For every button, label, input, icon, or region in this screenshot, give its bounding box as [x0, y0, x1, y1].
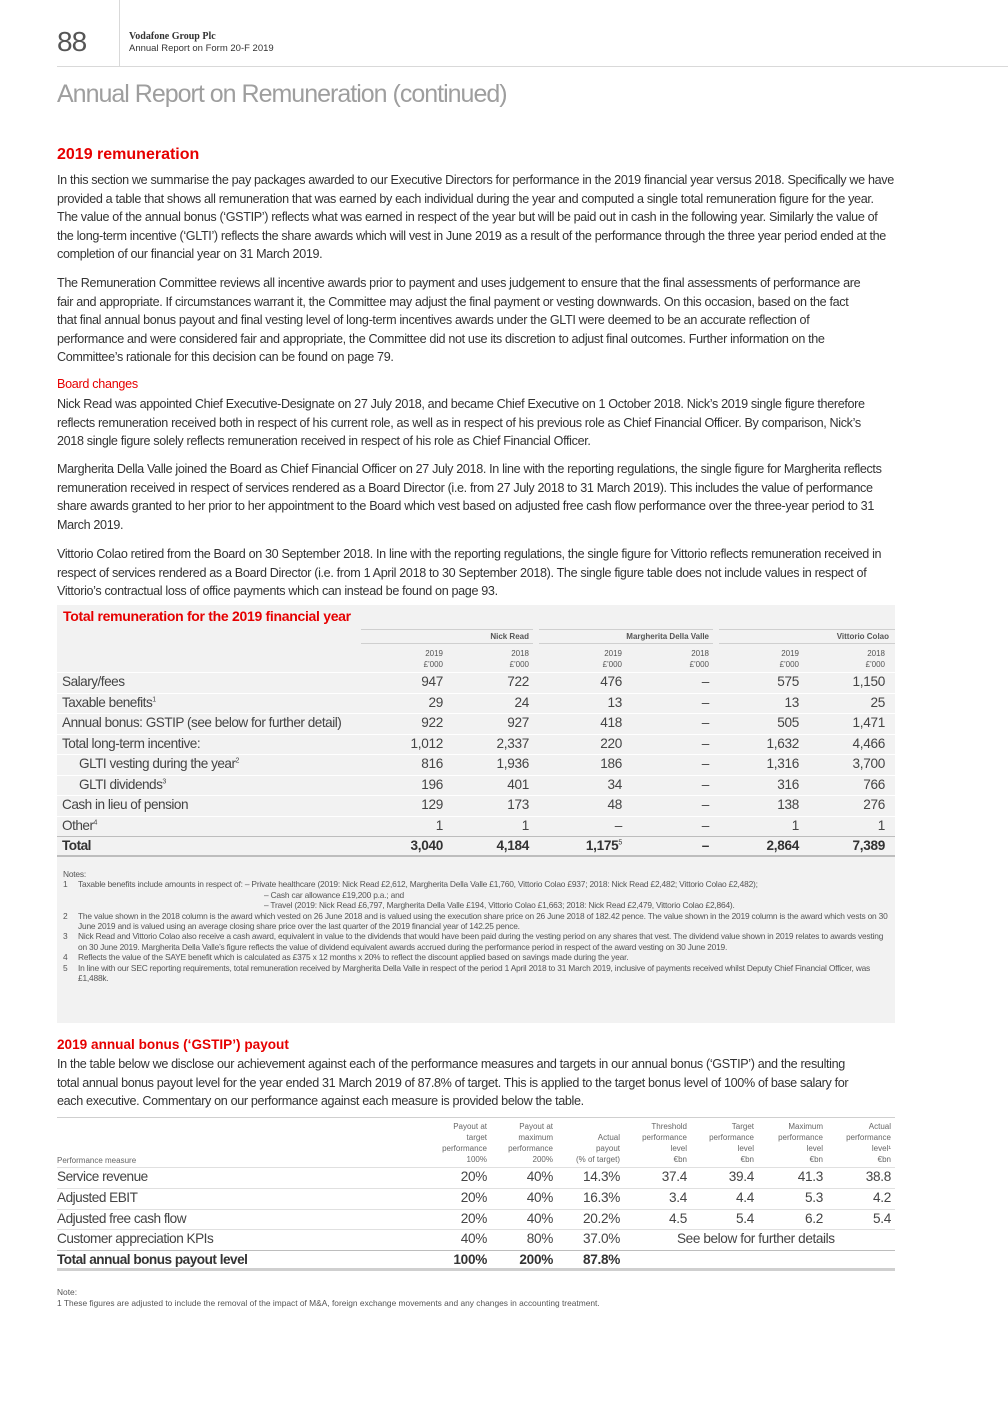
cell: 2,337: [496, 735, 529, 751]
note-item: [63, 931, 893, 952]
col-header: [562, 648, 622, 670]
note-number: 2: [63, 910, 68, 921]
header-line: payout: [595, 1144, 620, 1153]
cell: –: [701, 838, 709, 853]
header-line: €bn: [740, 1155, 754, 1164]
cell: 4.5: [669, 1210, 687, 1226]
header-line: Actual: [597, 1133, 620, 1142]
header-line: performance: [846, 1133, 891, 1142]
header-line: target: [466, 1133, 487, 1142]
header-line: performance: [508, 1144, 553, 1153]
header-line: (% of target): [575, 1155, 620, 1164]
cell: 1: [435, 817, 443, 833]
cell: 316: [777, 776, 799, 792]
cell: –: [701, 674, 709, 689]
footnote-ref: 2: [235, 757, 239, 765]
header-line: Maximum: [788, 1122, 823, 1131]
vittorio-paragraph: Vittorio Colao retired from the Board on 30 September 2018. In line with the reporting regulations, the single figure for Vittorio reflects remuneration received in respect of services rendered as a Board Director (i.e. from 1 April 2018 to 30 September 2018). The single figure table does not include values in respect of Vittorio’s contractual loss of office payments which can instead be found on page 93.: [57, 547, 882, 599]
cell: –: [701, 694, 709, 710]
table-row: [57, 1209, 895, 1230]
cell: 29: [428, 694, 443, 710]
header-line: level: [670, 1144, 687, 1153]
cell: 173: [507, 797, 529, 812]
table-notes: [63, 869, 893, 983]
header-line: Threshold: [651, 1122, 687, 1131]
header-line: Payout at: [519, 1122, 553, 1131]
header-line: maximum: [518, 1133, 553, 1142]
col-unit: £'000: [865, 660, 885, 669]
cell: 138: [777, 797, 799, 812]
header-line: performance: [778, 1133, 823, 1142]
note-item: [63, 900, 893, 910]
row-label-text: Taxable benefits: [62, 694, 153, 710]
cell: 40%: [526, 1189, 553, 1205]
col-header-threshold: [617, 1121, 687, 1165]
cell: 947: [421, 674, 443, 689]
header-line: Target: [731, 1122, 754, 1131]
group-line: [719, 643, 895, 644]
note-item: [63, 952, 893, 962]
cell: 40%: [526, 1169, 553, 1184]
cell: 20%: [460, 1169, 487, 1184]
row-label: Annual bonus: GSTIP (see below for further detail): [62, 715, 342, 730]
cell: 4,184: [496, 838, 529, 853]
group-margherita: Margherita Della Valle: [626, 632, 709, 641]
col-header-actual: [821, 1121, 891, 1165]
footnote-ref: 3: [162, 777, 166, 785]
note-item: [63, 879, 893, 889]
header-line: level¹: [871, 1144, 891, 1153]
cell: 20%: [460, 1189, 487, 1205]
table-row: [57, 672, 895, 693]
col-header: [383, 648, 443, 670]
cell: 816: [421, 756, 443, 771]
page-number: 88: [57, 26, 87, 57]
cell: 722: [507, 674, 529, 689]
cell-value: 1,175: [585, 838, 619, 853]
board-changes-heading: Board changes: [57, 377, 138, 391]
header-line: performance: [442, 1144, 487, 1153]
cell: 1,150: [852, 674, 885, 689]
cell: 1: [791, 817, 799, 833]
group-nick-read: Nick Read: [490, 632, 529, 641]
col-year: 2019: [425, 649, 443, 658]
col-header-measure: Performance measure: [57, 1156, 137, 1165]
table-row: [57, 816, 895, 837]
row-label: Customer appreciation KPIs: [57, 1231, 214, 1247]
cell: 20%: [460, 1210, 487, 1226]
header-line: €bn: [809, 1155, 823, 1164]
cell: 5.4: [736, 1210, 754, 1226]
note-item: [63, 963, 893, 984]
col-year: 2018: [691, 649, 709, 658]
table-row: [57, 795, 895, 816]
cell: 34: [607, 776, 622, 792]
row-label: Total: [62, 838, 91, 853]
cell: 200%: [519, 1252, 553, 1268]
note-text: Reflects the value of the SAYE benefit which is calculated as £375 x 12 months x 20% to reflect the discount applied based on savings made during the year.: [78, 952, 629, 963]
cell: 129: [421, 797, 443, 812]
cell: 220: [600, 735, 622, 751]
note-text: Nick Read and Vittorio Colao also receive a cash award, equivalent in value to the dividends that would have been paid during the vesting period on any shares that vest. The dividend value shown in 2019 relates to awards vesting on 30 June 2019. Margherita Della Valle’s figure reflects the value of dividend equivalent awards accrued during the performance period in respect of the award vesting on 30 June 2019.: [78, 931, 884, 952]
group-vittorio: Vittorio Colao: [836, 632, 889, 641]
section-heading-bonus: 2019 annual bonus (‘GSTIP’) payout: [57, 1037, 289, 1052]
col-header: [469, 648, 529, 670]
group-line: [539, 643, 713, 644]
cell: –: [701, 756, 709, 771]
row-label: Salary/fees: [62, 674, 125, 689]
row-label: [79, 777, 166, 792]
cell: 476: [600, 674, 622, 689]
cell: –: [701, 776, 709, 792]
group-line: [539, 629, 713, 630]
cell: 16.3%: [582, 1189, 620, 1205]
cell: 48: [607, 797, 622, 812]
col-year: 2019: [604, 649, 622, 658]
header-line: 200%: [532, 1155, 553, 1164]
cell: 401: [507, 776, 529, 792]
table-row: [57, 775, 895, 796]
row-label: Total long-term incentive:: [62, 735, 201, 751]
page-header: [57, 0, 1008, 67]
col-unit: £'000: [423, 660, 443, 669]
row-label: Total annual bonus payout level: [57, 1252, 248, 1268]
row-label: [62, 695, 156, 710]
col-header-maximum: [753, 1121, 823, 1165]
cell: 766: [863, 776, 885, 792]
col-unit: £'000: [602, 660, 622, 669]
col-year: 2019: [781, 649, 799, 658]
header-text: [129, 31, 274, 55]
cell: 3,040: [410, 838, 443, 853]
note-number: 1: [63, 879, 68, 890]
bonus-table-note: [57, 1287, 600, 1309]
margherita-paragraph: Margherita Della Valle joined the Board as Chief Financial Officer on 27 July 2018. In line with the reporting regulations, the single figure for Margherita reflects remuneration received in respect of services rendered as a Board Director (i.e. from 27 July 2018 to 31 March 2019). This includes the value of performance share awards granted to her prior to her appointment to the Board which vest based on adjusted free cash flow performance over the three-year period to 31 March 2019.: [57, 462, 882, 532]
note-text: – Cash car allowance £19,200 p.a.; and: [264, 889, 404, 900]
cell: 13: [784, 694, 799, 710]
table-total-row: [57, 1250, 895, 1271]
row-label: [62, 818, 97, 833]
cell: 39.4: [728, 1169, 754, 1184]
cell: 100%: [453, 1252, 487, 1268]
note-item: [63, 890, 893, 900]
bonus-paragraph: In the table below we disclose our achievement against each of the performance measures and targets in our annual bonus (‘GSTIP’) and the resulting total annual bonus payout level for the year ended 31 March 2019 of 87.8% of target. This is applied to the target bonus level of 100% of base salary for each executive. Commentary on our performance against each measure is provided below the table.: [57, 1057, 849, 1109]
section-heading-2019-remuneration: 2019 remuneration: [57, 146, 200, 163]
report-name: Annual Report on Form 20-F 2019: [129, 43, 274, 54]
cell: 196: [421, 776, 443, 792]
note-number: 4: [63, 952, 68, 963]
cell: 922: [421, 715, 443, 730]
cell: 37.0%: [582, 1231, 620, 1247]
group-line: [361, 629, 533, 630]
cell: 38.8: [865, 1169, 891, 1184]
cell: 6.2: [805, 1210, 823, 1226]
header-line: €bn: [877, 1155, 891, 1164]
cell: 40%: [526, 1210, 553, 1226]
cell: 1,316: [766, 756, 799, 771]
footnote-ref: 5: [618, 839, 622, 847]
cell: 37.4: [661, 1169, 687, 1184]
table-title: Total remuneration for the 2019 financial year: [63, 608, 351, 624]
row-label-text: GLTI dividends: [79, 776, 163, 792]
note-text: 1 These figures are adjusted to include the removal of the impact of M&A, foreign exchange movements and any changes in accounting treatment.: [57, 1298, 600, 1308]
table-row: [57, 1167, 895, 1188]
cell: 20.2%: [582, 1210, 620, 1226]
group-line: [719, 629, 895, 630]
table-row: [57, 734, 895, 755]
cell: 4.4: [736, 1189, 754, 1205]
cell: 1,471: [852, 715, 885, 730]
cell: [562, 838, 622, 853]
header-line: performance: [709, 1133, 754, 1142]
col-year: 2018: [867, 649, 885, 658]
col-unit: £'000: [689, 660, 709, 669]
col-header-target: [684, 1121, 754, 1165]
note-text: The value shown in the 2018 column is the award which vested on 26 June 2018 and is valued using the execution share price on 26 June 2018 of 182.42 pence. The value shown in the 2019 column is the award which vests on 30 June 2019 and is valued using an average closing share price over the last quarter of the 2019 financial year of 142.25 pence.: [78, 910, 888, 932]
cell: –: [614, 817, 622, 833]
row-label: Adjusted EBIT: [57, 1189, 138, 1205]
cell: 13: [607, 694, 622, 710]
table-row: [57, 754, 895, 775]
cell: –: [701, 715, 709, 730]
cell: 1,632: [766, 735, 799, 751]
footnote-ref: 1: [152, 695, 156, 703]
page-title: Annual Report on Remuneration (continued): [57, 80, 507, 108]
cell: 7,389: [852, 838, 885, 853]
row-label: [79, 756, 239, 771]
group-line: [361, 643, 533, 644]
cell: 1: [877, 817, 885, 833]
cell: 80%: [526, 1231, 553, 1247]
cell: 2,864: [766, 838, 799, 853]
header-line: Actual: [868, 1122, 891, 1131]
header-line: level: [737, 1144, 754, 1153]
cell-see-below: See below for further details: [677, 1231, 835, 1247]
committee-paragraph: The Remuneration Committee reviews all incentive awards prior to payment and uses judgement to ensure that the final assessments of performance are fair and appropriate. If circumstances warrant it, the Committee may adjust the final payment or vesting downwards. On this occasion, based on the fact that final annual bonus payout and final vesting level of long-term incentives awards under the GLTI were deemed to be an accurate reflection of performance and were considered fair and appropriate, the Committee did not use its discretion to adjust final outcomes. Further information on the Committee’s rationale for this decision can be found on page 79.: [57, 276, 861, 365]
cell: 24: [514, 694, 529, 710]
header-line: 100%: [466, 1155, 487, 1164]
note-text: In line with our SEC reporting requirements, total remuneration received by Margherita Della Valle in respect of the period 1 April 2018 to 31 March 2019, inclusive of payments received whilst Deputy Chief Financial Officer, was £1,488k.: [78, 962, 871, 984]
cell: 4,466: [852, 735, 885, 751]
row-label: Adjusted free cash flow: [57, 1210, 187, 1226]
note-number: 3: [63, 931, 68, 942]
header-divider: [119, 0, 120, 67]
col-unit: £'000: [779, 660, 799, 669]
cell: 1,012: [410, 735, 443, 751]
cell: 14.3%: [582, 1169, 620, 1184]
cell: 87.8%: [582, 1252, 620, 1268]
note-item: [63, 911, 893, 932]
cell: 41.3: [797, 1169, 823, 1184]
cell: 276: [863, 797, 885, 812]
header-line: level: [806, 1144, 823, 1153]
cell: 1: [521, 817, 529, 833]
col-year: 2018: [511, 649, 529, 658]
table-row: [57, 693, 895, 714]
cell: –: [701, 797, 709, 812]
cell: 5.4: [873, 1210, 891, 1226]
cell: 4.2: [873, 1189, 891, 1205]
cell: 25: [870, 694, 885, 710]
col-unit: £'000: [509, 660, 529, 669]
nick-read-paragraph: Nick Read was appointed Chief Executive-Designate on 27 July 2018, and became Chief Executive on 1 October 2018. Nick’s 2019 single figure therefore reflects remuneration received both in respect of his current role, as well as in respect of his previous role as Chief Financial Officer. By comparison, Nick’s 2018 single figure solely reflects remuneration received in respect of his role as Chief Financial Officer.: [57, 397, 865, 449]
intro-paragraph: In this section we summarise the pay packages awarded to our Executive Directors for performance in the 2019 financial year versus 2018. Specifically we have provided a table that shows all remuneration that was earned by each individual during the year and computed a single total remuneration figure for the year. The value of the annual bonus (‘GSTIP’) reflects what was earned in respect of the year but will be paid out in cash in the following year. Similarly the value of the long-term incentive (‘GLTI’) reflects the share awards which will vest in June 2019 as a result of the performance through the three year period ended at the completion of our financial year on 31 March 2019.: [57, 173, 894, 262]
cell: 5.3: [805, 1189, 823, 1205]
header-line: Payout at: [453, 1122, 487, 1131]
cell: 3,700: [852, 756, 885, 771]
header-line: €bn: [673, 1155, 687, 1164]
company-name: Vodafone Group Plc: [129, 31, 216, 42]
note-number: 5: [63, 962, 68, 973]
table-row: [57, 1229, 895, 1250]
cell: 40%: [460, 1231, 487, 1247]
col-header: [649, 648, 709, 670]
cell: 186: [600, 756, 622, 771]
notes-heading: Notes:: [63, 869, 87, 879]
col-header: [825, 648, 885, 670]
cell: 505: [777, 715, 799, 730]
cell: 575: [777, 674, 799, 689]
col-header-max-payout: [483, 1121, 553, 1165]
table-top-line: [57, 1117, 895, 1118]
col-header-target-payout: [417, 1121, 487, 1165]
remuneration-table: [57, 605, 895, 1023]
cell: –: [701, 735, 709, 751]
col-header-actual-payout: [550, 1132, 620, 1165]
row-label-text: Other: [62, 817, 94, 833]
cell: –: [701, 817, 709, 833]
row-label-text: GLTI vesting during the year: [79, 756, 236, 771]
cell: 1,936: [496, 756, 529, 771]
note-text: Taxable benefits include amounts in respect of: – Private healthcare (2019: Nick Read £2,612, Margherita Della Valle £1,760, Vittorio Colao £937; 2018: Nick Read £2,482; Vittorio Colao £2,482);: [78, 879, 758, 890]
row-label: Service revenue: [57, 1169, 148, 1184]
cell: 418: [600, 715, 622, 730]
footnote-ref: 4: [93, 818, 97, 826]
note-heading: Note:: [57, 1287, 78, 1297]
col-header: [739, 648, 799, 670]
cell: 3.4: [669, 1189, 687, 1205]
table-row: [57, 713, 895, 734]
table-total-row: [57, 836, 895, 857]
header-line: performance: [642, 1133, 687, 1142]
cell: 927: [507, 715, 529, 730]
row-label: Cash in lieu of pension: [62, 797, 189, 812]
note-text: – Travel (2019: Nick Read £6,797, Margherita Della Valle £194, Vittorio Colao £1,663; 2018: Nick Read £2,479, Vittorio Colao £2,864).: [264, 900, 735, 911]
table-row: [57, 1188, 895, 1209]
